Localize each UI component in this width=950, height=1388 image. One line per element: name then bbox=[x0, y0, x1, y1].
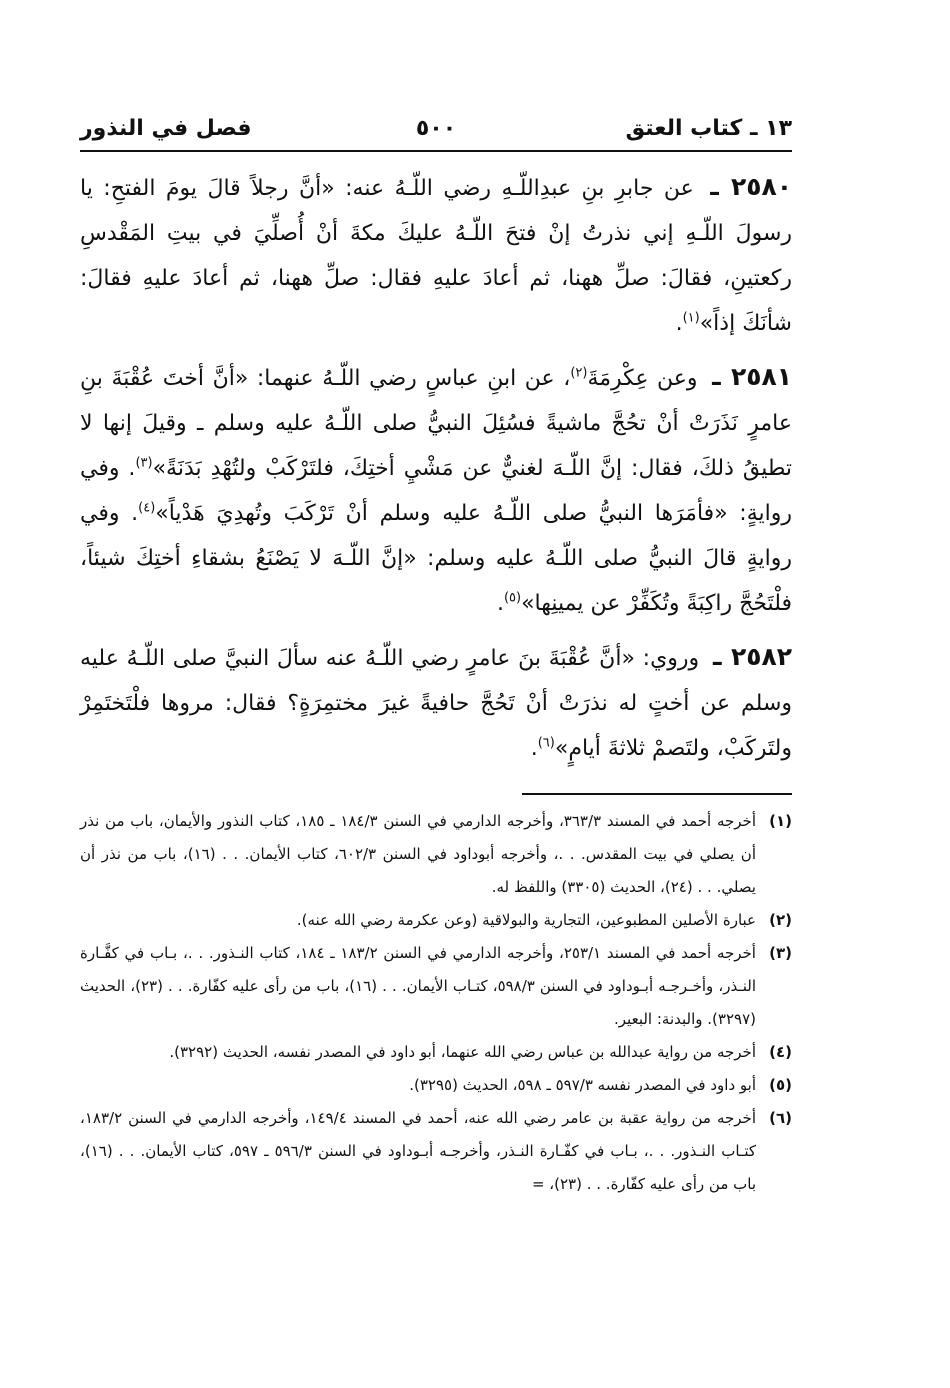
footnote-item bbox=[80, 1069, 792, 1102]
footnote-ref[interactable]: (٣) bbox=[135, 455, 153, 471]
hadith-2580 bbox=[80, 164, 792, 346]
footnote-number: (٥) bbox=[769, 1076, 792, 1094]
hadith-text: . وفي روايةٍ: «فأمَرَها النبيُّ صلى اللّـهُ عليه وسلم أنْ تَرْكَبَ وتُهدِيَ هَدْياً» bbox=[80, 456, 792, 526]
footnote-text: أخرجه أحمد في المسند ٣٦٣/٣، وأخرجه الدارمي في السنن ١٨٤/٣ ـ ١٨٥، كتاب النذور والأيمان، باب من نذر أن يصلي في بيت المقدس. . .، وأخرجه أبوداود في السنن ٦٠٢/٣، كتاب الأيمان. . . (١٦)، باب من نذر أن يصلي. . . (٢٤)، الحديث (٣٣٠٥) واللفظ له. bbox=[80, 812, 756, 896]
hadith-text-end: . bbox=[496, 591, 504, 616]
footnote-number: (١) bbox=[769, 812, 792, 830]
footnote-divider bbox=[522, 793, 792, 795]
hadith-text: ، عن ابنِ عباسٍ رضي اللّـهُ عنهما: «أنَّ أختَ عُقْبَةَ بنِ عامرٍ نَذَرَتْ أنْ تحُجَّ ماشيةً فسُئِلَ النبيُّ صلى اللّـهُ عليه وسلم ـ وقيلَ إنها لا تطيقُ ذلكَ، فقال: إنَّ اللّـهَ لغنيٌّ عن مَشْيِ أختِكَ، فلتَرْكَبْ ولتُهْدِ بَدَنَةً» bbox=[80, 366, 792, 481]
footnote-text: عبارة الأصلين المطبوعين، التجارية والبولاقية (وعن عكرمة رضي الله عنه). bbox=[296, 911, 756, 929]
footnote-text: أخرجه أحمد في المسند ٢٥٣/١، وأخرجه الدارمي في السنن ١٨٣/٢ ـ ١٨٤، كتاب النـذور. . .، بـاب في كفَّـارة النـذر، وأخـرجـه أبـوداود في السنن ٥٩٨/٣، كتـاب الأيمان. . . (١٦)، باب من رأى عليه كفّارة. . . (٢٣)، الحديث (٣٢٩٧). والبدنة: البعير. bbox=[80, 944, 756, 1028]
hadith-2581 bbox=[80, 354, 792, 626]
hadith-text: وعن عِكْرِمَةَ bbox=[587, 366, 698, 391]
footnote-text: أخرجه من رواية عقبة بن عامر رضي الله عنه، أحمد في المسند ١٤٩/٤، وأخرجه الدارمي في السنن ١٨٣/٢، كتـاب النـذور. . .، بـاب في كفّـارة النـذر، وأخرجـه أبـوداود في السنن ٥٩٦/٣ ـ ٥٩٧، كتاب الأيمان. . . (١٦)، باب من رأى عليه كفّارة. . . (٢٣)، = bbox=[80, 1109, 756, 1193]
footnote-text: أبو داود في المصدر نفسه ٥٩٧/٣ ـ ٥٩٨، الحديث (٣٢٩٥). bbox=[409, 1076, 756, 1094]
main-text bbox=[80, 164, 792, 771]
footnote-ref[interactable]: (٤) bbox=[138, 500, 156, 516]
footnote-ref[interactable]: (١) bbox=[682, 310, 700, 326]
footnote-number: (٢) bbox=[769, 911, 792, 929]
footnote-number: (٤) bbox=[769, 1043, 792, 1061]
footnote-item bbox=[80, 1036, 792, 1069]
hadith-text: عن جابرِ بنِ عبدِاللّـهِ رضي اللّـهُ عنه: «أنَّ رجلاً قالَ يومَ الفتحِ: يا رسولَ اللّـهِ إني نذرتُ إنْ فتحَ اللّـهُ عليكَ مكةَ أنْ أُصلِّيَ في بيتِ المَقْدسِ ركعتينِ، فقالَ: صلِّ ههنا، ثم أعادَ عليهِ فقال: صلِّ ههنا، ثم أعادَ عليهِ فقالَ: شأنَكَ إذاً» bbox=[80, 176, 792, 336]
section-title: فصل في النذور bbox=[80, 116, 252, 141]
hadith-text: وروي: «أنَّ عُقْبَةَ بنَ عامرٍ رضي اللّـهُ عنه سألَ النبيَّ صلى اللّـهُ عليه وسلم عن أختٍ له نذرَتْ أنْ تَحُجَّ حافيةً غيرَ مختمِرَةٍ؟ فقال: مروها فلْتَختَمِرْ ولتَركَبْ، ولتَصمْ ثلاثةَ أيامٍ» bbox=[80, 646, 792, 761]
footnote-ref[interactable]: (٥) bbox=[503, 590, 522, 606]
footnote-item bbox=[80, 937, 792, 1036]
footnote-ref[interactable]: (٢) bbox=[570, 365, 588, 381]
footnote-item bbox=[80, 805, 792, 904]
hadith-text-end: . bbox=[530, 736, 538, 761]
footnotes bbox=[80, 805, 792, 1201]
footnote-item bbox=[80, 904, 792, 937]
hadith-number: ٢٥٨٢ ـ bbox=[712, 642, 793, 671]
footnote-number: (٣) bbox=[769, 944, 792, 962]
page-number: ٥٠٠ bbox=[415, 116, 457, 141]
book-page bbox=[80, 110, 792, 1340]
footnote-ref[interactable]: (٦) bbox=[537, 735, 555, 751]
footnote-number: (٦) bbox=[769, 1109, 792, 1127]
hadith-number: ٢٥٨٠ ـ bbox=[710, 172, 793, 201]
footnote-text: أخرجه من رواية عبدالله بن عباس رضي الله عنهما، أبو داود في المصدر نفسه، الحديث (٣٢٩٢). bbox=[169, 1043, 756, 1061]
hadith-number: ٢٥٨١ ـ bbox=[712, 362, 792, 391]
hadith-text: . وفي روايةٍ قالَ النبيُّ صلى اللّـهُ عليه وسلم: «إنَّ اللّـهَ لا يَصْنَعُ بشقاءِ أختِكَ شيئاً، فلْتَحُجَّ راكِبَةً وتُكَفِّرْ عن يمينِها» bbox=[80, 501, 792, 616]
hadith-2582 bbox=[80, 634, 792, 771]
footnote-item bbox=[80, 1102, 792, 1201]
running-header bbox=[80, 110, 792, 152]
chapter-title: ١٣ ـ كتاب العتق bbox=[625, 116, 792, 141]
hadith-text-end: . bbox=[675, 311, 683, 336]
